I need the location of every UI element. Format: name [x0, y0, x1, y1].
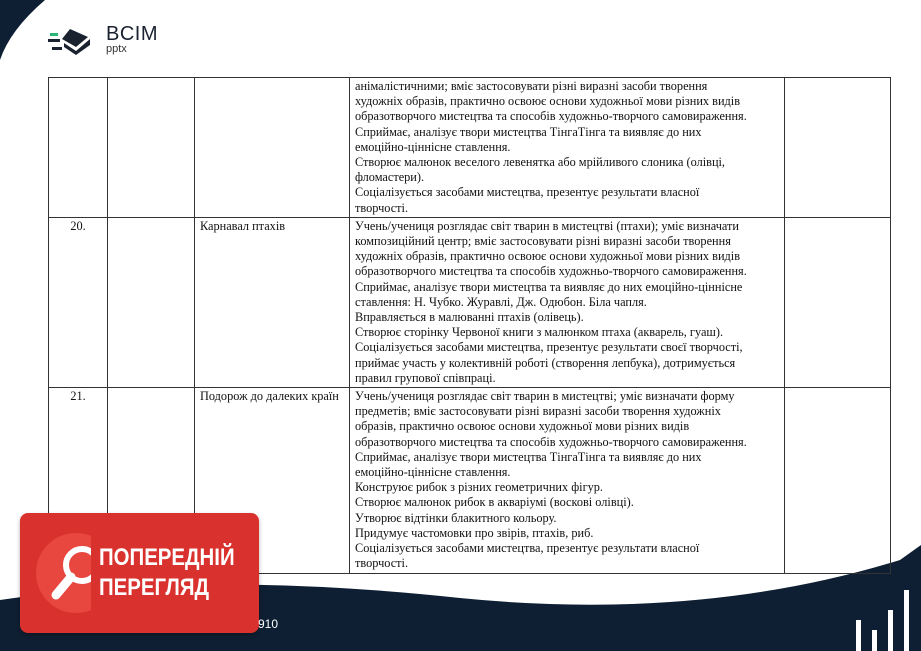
lesson-number: 21. [49, 388, 108, 573]
outcome-line: Утворює відтінки блакитного кольору. [355, 510, 557, 525]
lesson-topic: Подорож до далеких країн [195, 388, 350, 573]
lesson-number [49, 78, 108, 218]
empty-cell [108, 78, 195, 218]
outcome-line: Соціалізується засобами мистецтва, презентує результати своєї творчості, [355, 340, 743, 355]
preview-label-line2: ПЕРЕГЛЯД [99, 574, 210, 601]
outcome-line: Сприймає, аналізує твори мистецтва та виявляє до них емоційно-ціннісне [355, 279, 743, 294]
outcome-line: творчості. [355, 200, 409, 215]
lesson-topic [195, 78, 350, 218]
curriculum-table [48, 77, 891, 574]
notes-cell [785, 217, 891, 387]
outcome-line: Соціалізується засобами мистецтва, презентує результати власної [355, 541, 700, 556]
outcome-line: правил групової співпраці. [355, 370, 496, 385]
outcome-line: образотворчого мистецтва та способів художньо-творчого самовираження. [355, 434, 747, 449]
outcome-line: Створює малюнок веселого левенятка або мрійливого слоника (олівці, [355, 155, 726, 170]
outcome-line: художніх образів, практично освоює основи художньої мови різних видів [355, 94, 741, 109]
outcome-line: фломастери). [355, 170, 425, 185]
notes-cell [785, 388, 891, 573]
outcome-line: анімалістичними; вміє застосовувати різні виразні засоби творення [355, 79, 708, 93]
lesson-number: 20. [49, 217, 108, 387]
logo-icon [48, 25, 102, 55]
brand-logo [48, 24, 158, 55]
outcome-line: Конструює рибок з різних геометричних фігур. [355, 480, 604, 495]
logo-title: BCIM [106, 23, 158, 45]
magnifier-icon [34, 531, 91, 615]
outcome-line: Створює малюнок рибок в акваріумі (воскові олівці). [355, 495, 634, 510]
preview-button[interactable] [20, 513, 259, 633]
empty-cell [108, 217, 195, 387]
outcome-line: Учень/учениця розглядає світ тварин в мистецтві; уміє визначати форму [355, 389, 735, 404]
notes-cell [785, 78, 891, 218]
outcome-line: емоційно-ціннісне ставлення. [355, 465, 511, 480]
table-row [49, 78, 891, 218]
outcome-line: Сприймає, аналізує твори мистецтва ТінгаТінга та виявляє до них [355, 124, 702, 139]
table-row [49, 217, 891, 387]
page-number: 910 [258, 617, 279, 631]
outcome-line: Учень/учениця розглядає світ тварин в мистецтві (птахи); уміє визначати [355, 218, 740, 233]
learning-outcomes [350, 388, 785, 573]
outcome-line: Придумує частомовки про звірів, птахів, риб. [355, 525, 594, 540]
outcome-line: ставлення: Н. Чубко. Журавлі, Дж. Одюбон. Біла чапля. [355, 294, 647, 309]
learning-outcomes [350, 78, 785, 218]
lesson-topic: Карнавал птахів [195, 217, 350, 387]
outcome-line: художніх образів, практично освоює основи художньої мови різних видів [355, 249, 741, 264]
preview-label-line1: ПОПЕРЕДНІЙ [99, 544, 236, 571]
outcome-line: Створює сторінку Червоної книги з малюнком птаха (акварель, гуаш). [355, 325, 724, 340]
outcome-line: Соціалізується засобами мистецтва, презентує результати власної [355, 185, 700, 200]
learning-outcomes [350, 217, 785, 387]
outcome-line: Вправляється в малюванні птахів (олівець). [355, 310, 584, 325]
outcome-line: емоційно-ціннісне ставлення. [355, 139, 511, 154]
outcome-line: Сприймає, аналізує твори мистецтва ТінгаТінга та виявляє до них [355, 449, 702, 464]
outcome-line: предметів; вміє застосовувати різні виразні засоби творення художніх [355, 404, 721, 419]
outcome-line: композиційний центр; вміє застосовувати різні виразні засоби творення [355, 234, 731, 249]
outcome-line: приймає участь у колективній роботі (створення лепбука), дотримується [355, 355, 736, 370]
logo-subtitle: pptx [106, 43, 127, 55]
outcome-line: творчості. [355, 556, 409, 571]
outcome-line: образотворчого мистецтва та способів художньо-творчого самовираження. [355, 109, 747, 124]
outcome-line: образів, практично освоює основи художньої мови різних видів [355, 419, 690, 434]
outcome-line: образотворчого мистецтва та способів художньо-творчого самовираження. [355, 264, 747, 279]
